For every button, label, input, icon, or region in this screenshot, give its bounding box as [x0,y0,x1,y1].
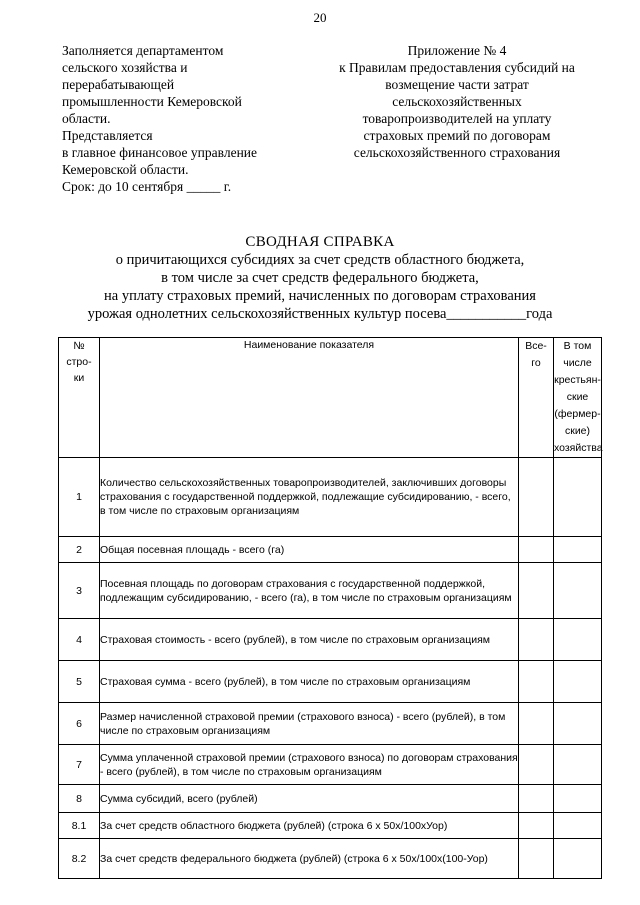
appendix-line: Приложение № 4 [407,43,507,58]
row-indicator: Посевная площадь по договорам страхования с государственной поддержкой, подлежащим субсидированию, - всего (га), в том числе по страховым организациям [100,563,519,619]
document-title: СВОДНАЯ СПРАВКА [245,234,395,250]
table-row [59,537,602,563]
document-heading [40,233,600,323]
row-number: 4 [59,619,100,661]
summary-table [58,337,602,879]
row-number: 8.2 [59,839,100,879]
row-total-cell[interactable] [519,661,554,703]
row-farms-cell[interactable] [554,703,602,745]
header-row-number: № стро- ки [59,338,100,458]
row-indicator: Общая посевная площадь - всего (га) [100,537,519,563]
table-row [59,745,602,785]
heading-line: в том числе за счет средств федерального бюджета, [161,270,479,286]
appendix-block [322,42,592,161]
row-farms-cell[interactable] [554,745,602,785]
row-total-cell[interactable] [519,813,554,839]
heading-line: урожая однолетних сельскохозяйственных культур посева___________года [87,306,553,322]
row-number: 1 [59,458,100,537]
row-number: 8 [59,785,100,813]
table-row [59,563,602,619]
table-header-row [59,338,602,458]
row-total-cell[interactable] [519,745,554,785]
left-line: области. [62,111,111,126]
row-total-cell[interactable] [519,703,554,745]
header-farms: В том числе крестьян- ские (фермер- ские) хозяйства [554,338,602,458]
row-total-cell[interactable] [519,563,554,619]
left-line: перерабатывающей [62,77,175,92]
row-farms-cell[interactable] [554,537,602,563]
header-total: Все- го [519,338,554,458]
left-line: сельского хозяйства и [62,60,188,75]
row-total-cell[interactable] [519,458,554,537]
row-indicator: Страховая стоимость - всего (рублей), в том числе по страховым организациям [100,619,519,661]
row-indicator: Сумма субсидий, всего (рублей) [100,785,519,813]
row-indicator: Размер начисленной страховой премии (страхового взноса) - всего (рублей), в том числе по страховым организациям [100,703,519,745]
appendix-line: сельскохозяйственного страхования [353,145,561,160]
row-total-cell[interactable] [519,619,554,661]
left-line: в главное финансовое управление [62,145,258,160]
left-line: промышленности Кемеровской [62,94,242,109]
row-farms-cell[interactable] [554,661,602,703]
table-row [59,661,602,703]
table-row [59,785,602,813]
row-total-cell[interactable] [519,839,554,879]
row-farms-cell[interactable] [554,619,602,661]
table-row [59,458,602,537]
row-indicator: Страховая сумма - всего (рублей), в том числе по страховым организациям [100,661,519,703]
row-number: 3 [59,563,100,619]
row-farms-cell[interactable] [554,785,602,813]
row-indicator: За счет средств федерального бюджета (рублей) (строка 6 х 50х/100х(100-Уор) [100,839,519,879]
page-number: 20 [313,10,327,25]
table-row [59,703,602,745]
row-farms-cell[interactable] [554,839,602,879]
row-number: 6 [59,703,100,745]
deadline-line: Срок: до 10 сентября _____ г. [62,179,232,194]
appendix-line: сельскохозяйственных [392,94,522,109]
row-total-cell[interactable] [519,537,554,563]
row-indicator: Количество сельскохозяйственных товаропроизводителей, заключивших договоры страхования с государственной поддержкой, подлежащие субсидированию, - всего, в том числе по страховым организациям [100,458,519,537]
row-farms-cell[interactable] [554,563,602,619]
header-indicator-name: Наименование показателя [100,338,519,458]
left-line: Представляется [62,128,153,143]
heading-line: на уплату страховых премий, начисленных по договорам страхования [104,288,536,304]
left-line: Кемеровской области. [62,162,189,177]
left-line: Заполняется департаментом [62,43,224,58]
table-row [59,839,602,879]
appendix-line: возмещение части затрат [385,77,529,92]
row-number: 2 [59,537,100,563]
row-indicator: За счет средств областного бюджета (рублей) (строка 6 х 50х/100хУор) [100,813,519,839]
row-number: 8.1 [59,813,100,839]
appendix-line: к Правилам предоставления субсидий на [339,60,575,75]
table-row [59,619,602,661]
left-address-block [62,42,312,195]
appendix-line: страховых премий по договорам [363,128,551,143]
row-indicator: Сумма уплаченной страховой премии (страхового взноса) по договорам страхования - всего (рублей), в том числе по страховым организациям [100,745,519,785]
table-row [59,813,602,839]
appendix-line: товаропроизводителей на уплату [362,111,552,126]
heading-line: о причитающихся субсидиях за счет средств областного бюджета, [115,252,525,268]
row-number: 7 [59,745,100,785]
row-total-cell[interactable] [519,785,554,813]
row-farms-cell[interactable] [554,813,602,839]
row-number: 5 [59,661,100,703]
row-farms-cell[interactable] [554,458,602,537]
